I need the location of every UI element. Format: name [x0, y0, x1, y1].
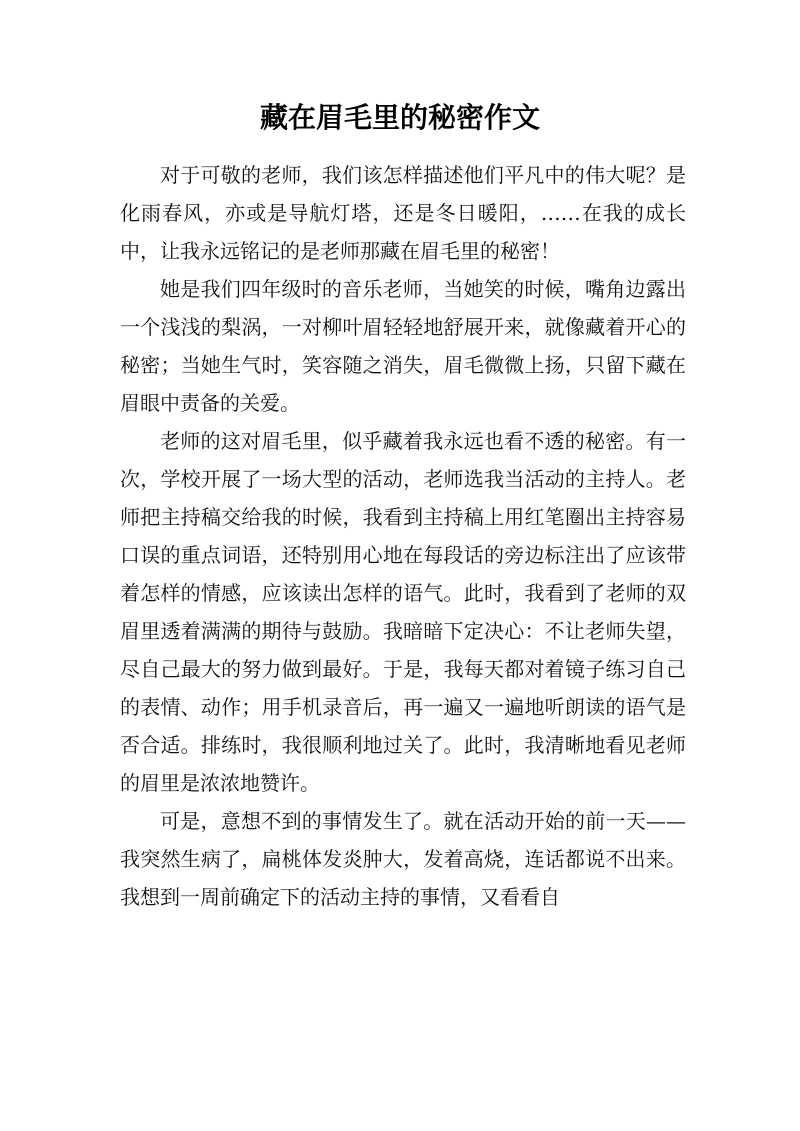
paragraph-3: 老师的这对眉毛里，似乎藏着我永远也看不透的秘密。有一次，学校开展了一场大型的活动，老师选我当活动的主持人。老师把主持稿交给我的时候，我看到主持稿上用红笔圈出主持容易口误的重点词语，还特别用心地在每段话的旁边标注出了应该带着怎样的情感，应该读出怎样的语气。此时，我看到了老师的双眉里透着满满的期待与鼓励。我暗暗下定决心：不让老师失望，尽自己最大的努力做到最好。于是，我每天都对着镜子练习自己的表情、动作；用手机录音后，再一遍又一遍地听朗读的语气是否合适。排练时，我很顺利地过关了。此时，我清晰地看见老师的眉里是浓浓地赞许。	[120, 429, 686, 795]
paragraph-4: 可是，意想不到的事情发生了。就在活动开始的前一天——我突然生病了，扁桃体发炎肿大，发着高烧，连话都说不出来。我想到一周前确定下的活动主持的事情，又看看自	[120, 809, 686, 909]
paragraph-2: 她是我们四年级时的音乐老师，当她笑的时候，嘴角边露出一个浅浅的梨涡，一对柳叶眉轻轻地舒展开来，就像藏着开心的秘密；当她生气时，笑容随之消失，眉毛微微上扬，只留下藏在眉眼中责备的关爱。	[120, 277, 686, 415]
paragraph-1: 对于可敬的老师，我们该怎样描述他们平凡中的伟大呢？是化雨春风，亦或是导航灯塔，还是冬日暖阳，……在我的成长中，让我永远铭记的是老师那藏在眉毛里的秘密！	[120, 163, 686, 263]
essay-body	[120, 156, 686, 916]
document-title: 藏在眉毛里的秘密作文	[259, 101, 540, 134]
